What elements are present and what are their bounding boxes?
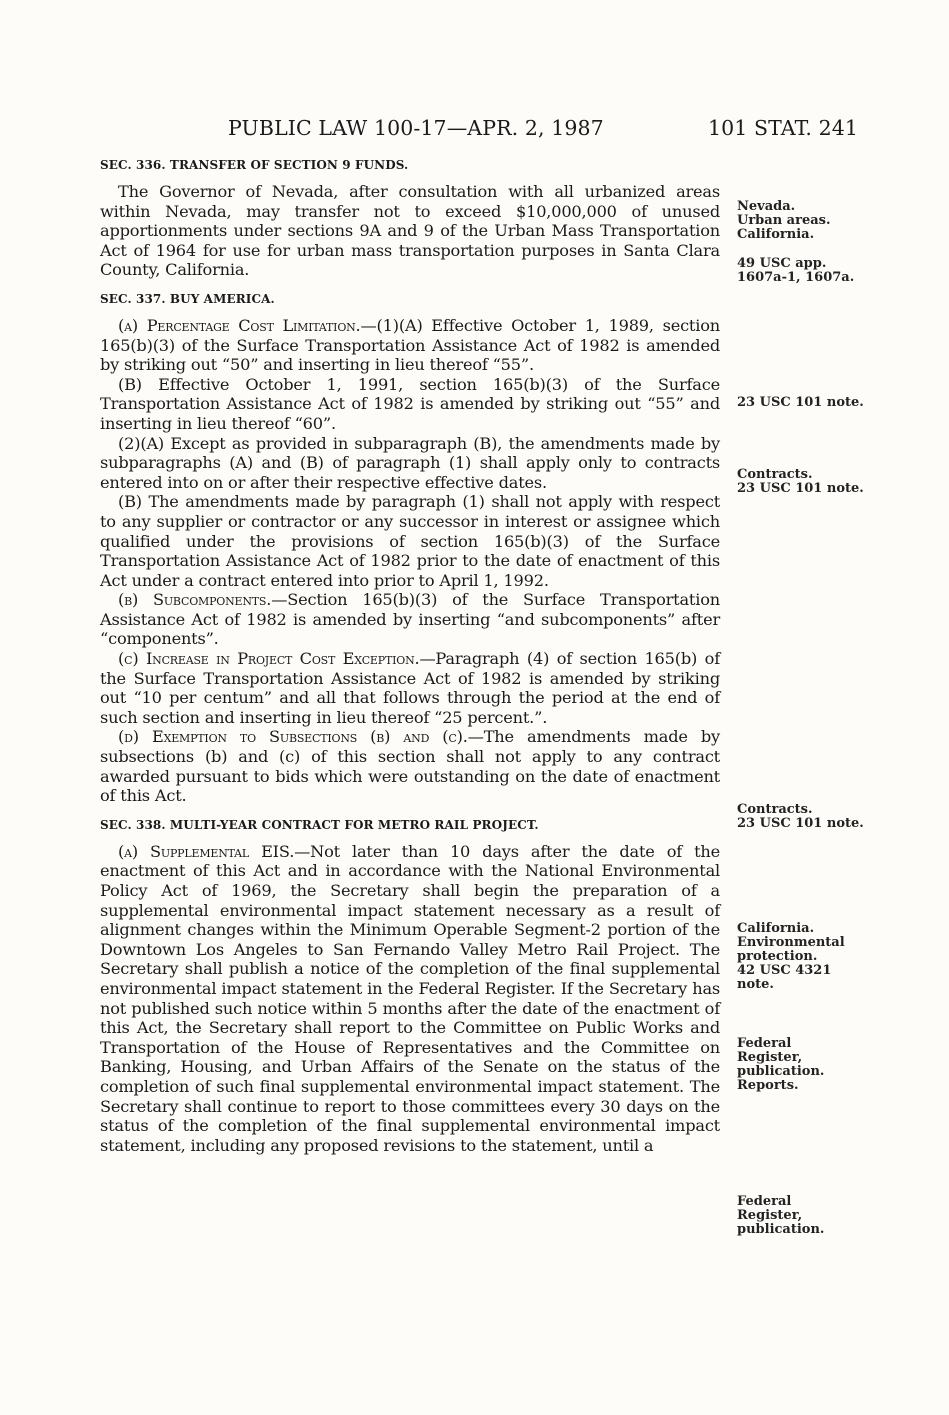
margin-note-federal-register-1: Federal Register, publication. Reports. [737,1036,825,1093]
section-337-c-label: (c) Increase in Project Cost Exception. [118,649,420,669]
section-336-heading: SEC. 336. TRANSFER OF SECTION 9 FUNDS. [100,158,409,172]
section-338-a-label: (a) Supplemental EIS. [118,841,295,861]
section-337-heading: SEC. 337. BUY AMERICA. [100,291,275,306]
margin-note-49usc: 49 USC app. 1607a-1, 1607a. [737,256,855,285]
margin-note-contracts-2: Contracts. 23 USC 101 note. [737,802,864,831]
margin-note-23usc-a: 23 USC 101 note. [737,395,864,410]
header-citation: PUBLIC LAW 100-17—APR. 2, 1987 [228,116,604,140]
section-337-a2B: (B) The amendments made by paragraph (1) shall not apply with respect to any supplier or contractor or any successor in interest or assignee which qualified under the provisions of section 165(b)(3) of the Surface Transportation Assistance Act of 1982 prior to the date of enactment of this Act under a contract entered into prior to April 1, 1992. [100,492,720,590]
margin-note-nevada: Nevada. Urban areas. California. [737,199,831,242]
section-336-body: The Governor of Nevada, after consultation with all urbanized areas within Nevada, may transfer not to exceed $10,000,000 of unused apportionments under sections 9A and 9 of the Urban Mass Transportation Act of 1964 for use for urban mass transportation purposes in Santa Clara County, California. [100,182,720,280]
section-337-b [100,590,720,649]
section-337-a2A: (2)(A) Except as provided in subparagraph (B), the amendments made by subparagraphs (A) and (B) of paragraph (1) shall apply only to contracts entered into on or after their respective effective dates. [100,433,720,492]
header-stat-page: 101 STAT. 241 [707,116,858,140]
section-337-a-label: (a) Percentage Cost Limitation. [118,315,361,335]
section-337-d-label: (d) Exemption to Subsections (b) and (c). [118,727,468,747]
section-337-d-text: —The amendments made by subsections (b) and (c) of this section shall not apply to any contract awarded pursuant to bids which were outstanding on the date of enactment of this Act. [100,727,720,806]
section-337-c [100,649,720,727]
running-header [228,116,858,140]
section-337-b-label: (b) Subcomponents. [118,590,272,610]
main-text-column [100,158,720,1155]
margin-note-california-env: California. Environmental protection. 42 USC 4321 note. [737,921,845,992]
section-338-heading: SEC. 338. MULTI-YEAR CONTRACT FOR METRO RAIL PROJECT. [100,817,539,832]
section-338-a [100,842,720,1156]
section-337-a1B: (B) Effective October 1, 1991, section 165(b)(3) of the Surface Transportation Assistance Act of 1982 is amended by striking out “55” and inserting in lieu thereof “60”. [100,374,720,433]
section-337-c-text: —Paragraph (4) of section 165(b) of the Surface Transportation Assistance Act of 1982 is amended by striking out “10 per centum” and all that follows through the period at the end of such section and inserting in lieu thereof “25 percent.”. [100,649,720,727]
section-338-a-text: —Not later than 10 days after the date of the enactment of this Act and in accordance with the National Environmental Policy Act of 1969, the Secretary shall begin the preparation of a supplemental environmental impact statement necessary as a result of alignment changes within the Minimum Operable Segment-2 portion of the Downtown Los Angeles to San Fernando Valley Metro Rail Project. The Secretary shall publish a notice of the completion of the final supplemental environmental impact statement in the Federal Register. If the Secretary has not published such notice within 5 months after the date of the enactment of this Act, the Secretary shall report to the Committee on Public Works and Transportation of the House of Representatives and the Committee on Banking, Housing, and Urban Affairs of the Senate on the status of the completion of such final supplemental environmental impact statement. The Secretary shall continue to report to those committees every 30 days on the status of the completion of the final supplemental environmental impact statement, including any proposed revisions to the statement, until a [100,841,721,1155]
section-337-a-text: —(1)(A) Effective October 1, 1989, section 165(b)(3) of the Surface Transportation Assistance Act of 1982 is amended by striking out “50” and inserting in lieu thereof “55”. [100,315,720,375]
margin-note-contracts-1: Contracts. 23 USC 101 note. [737,467,864,496]
section-337-b-text: —Section 165(b)(3) of the Surface Transportation Assistance Act of 1982 is amended by inserting “and subcomponents” after “components”. [100,590,720,649]
section-337-a [100,316,720,375]
section-337-d [100,727,720,805]
margin-note-federal-register-2: Federal Register, publication. [737,1194,825,1237]
